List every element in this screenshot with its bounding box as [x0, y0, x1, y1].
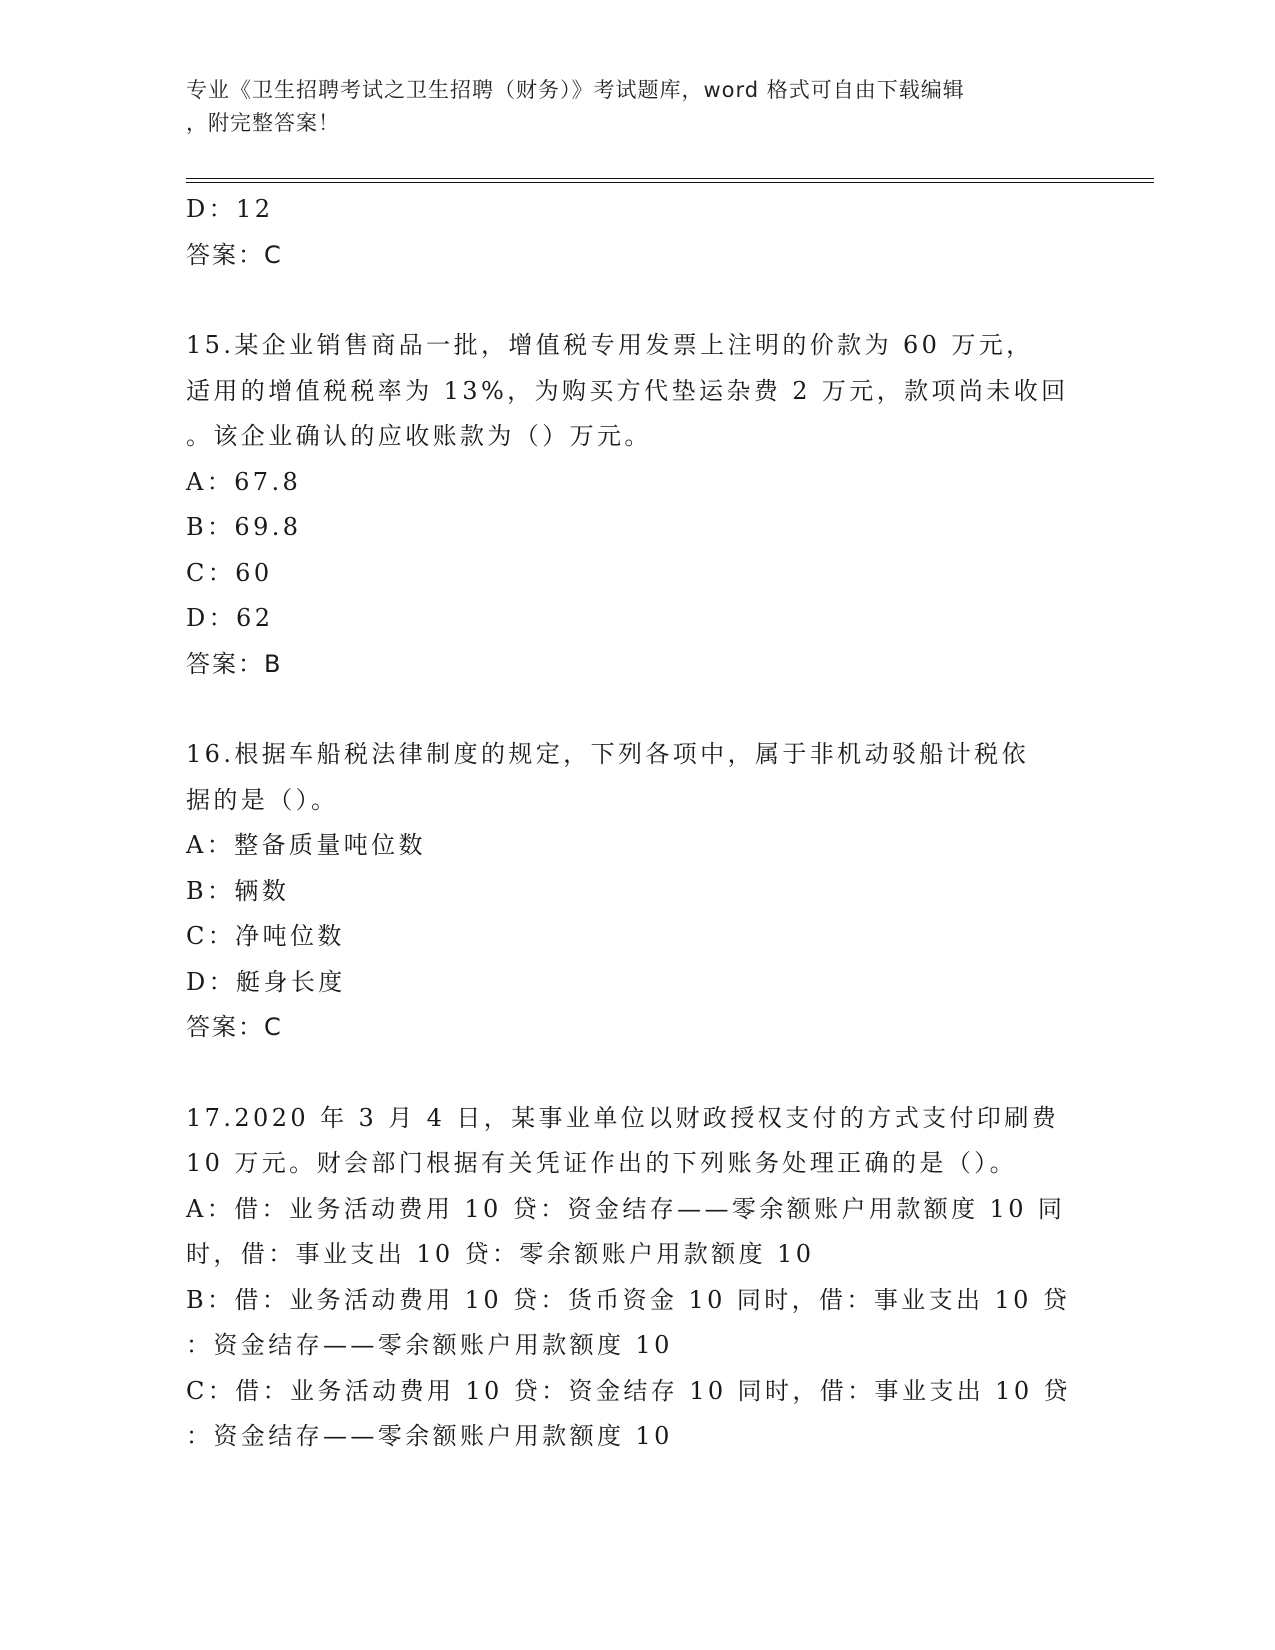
option-b: B：69.8 [186, 513, 302, 541]
option-b: B：辆数 [186, 876, 290, 905]
option-d: D：62 [186, 604, 274, 632]
question-16 [186, 732, 1086, 1051]
question-17 [186, 1096, 1086, 1460]
question-stem-line: 。该企业确认的应收账款为（）万元。 [186, 422, 652, 450]
prev-question [186, 187, 1086, 278]
option-a-line-2: 时，借：事业支出 10 贷：零余额账户用款额度 10 [186, 1240, 815, 1268]
answer-line: 答案：C [186, 1013, 283, 1041]
spacer [186, 278, 1086, 323]
document-header [186, 74, 1066, 140]
option-b-line-1: B：借：业务活动费用 10 贷：货币资金 10 同时，借：事业支出 10 贷 [186, 1285, 1071, 1314]
question-stem-line: 17.2020 年 3 月 4 日，某事业单位以财政授权支付的方式支付印刷费 [186, 1103, 1060, 1132]
header-divider [186, 178, 1154, 183]
spacer [186, 1051, 1086, 1096]
question-list [186, 187, 1086, 1460]
option-a: A：整备质量吨位数 [186, 831, 426, 859]
option-d: D：艇身长度 [186, 967, 346, 996]
answer-line: 答案：B [186, 649, 283, 678]
question-stem-line: 适用的增值税税率为 13%，为购买方代垫运杂费 2 万元，款项尚未收回 [186, 376, 1069, 405]
header-title-line-2: ，附完整答案！ [186, 111, 340, 135]
option-c-line-1: C：借：业务活动费用 10 贷：资金结存 10 同时，借：事业支出 10 贷 [186, 1376, 1071, 1405]
option-c-line-2: ：资金结存——零余额账户用款额度 10 [186, 1422, 673, 1450]
question-15 [186, 323, 1086, 687]
option-a: A：67.8 [186, 467, 302, 496]
option-d: D：12 [186, 195, 274, 223]
spacer [186, 687, 1086, 732]
option-a-line-1: A：借：业务活动费用 10 贷：资金结存——零余额账户用款额度 10 同 [186, 1194, 1066, 1223]
answer-line: 答案：C [186, 240, 283, 269]
question-stem-line: 据的是（）。 [186, 785, 339, 814]
question-stem-line: 15.某企业销售商品一批，增值税专用发票上注明的价款为 60 万元， [186, 331, 1034, 359]
question-stem-line: 10 万元。财会部门根据有关凭证作出的下列账务处理正确的是（）。 [186, 1149, 1017, 1177]
option-c: C：净吨位数 [186, 922, 345, 950]
option-c: C：60 [186, 558, 273, 587]
question-stem-line: 16.根据车船税法律制度的规定，下列各项中，属于非机动驳船计税依 [186, 740, 1029, 768]
header-title-line-1: 专业《卫生招聘考试之卫生招聘（财务）》考试题库，word 格式可自由下载编辑 [186, 78, 965, 102]
option-b-line-2: ：资金结存——零余额账户用款额度 10 [186, 1331, 673, 1359]
